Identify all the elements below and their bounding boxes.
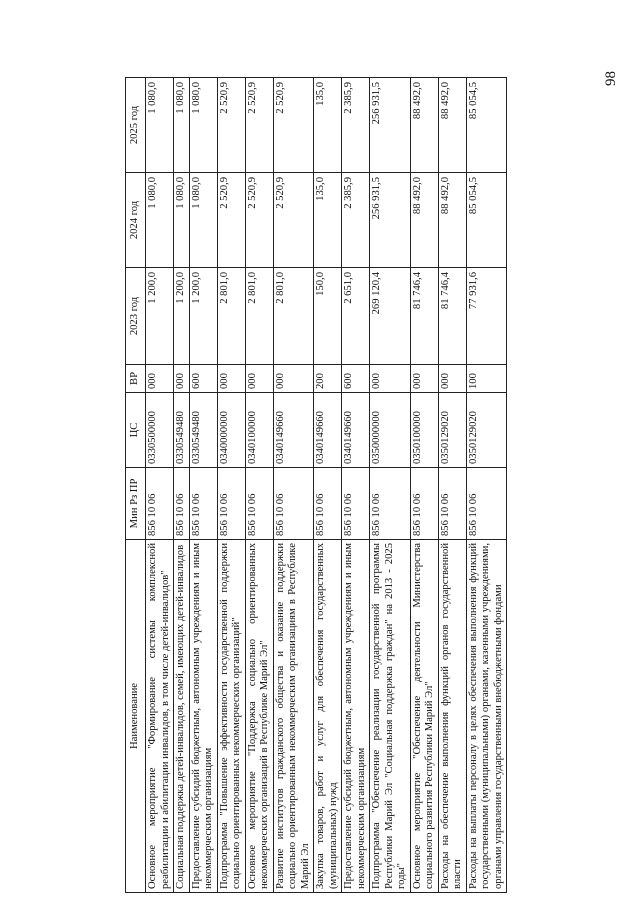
cell-codes: 856 10 06 — [314, 468, 342, 540]
table-row — [245, 78, 273, 893]
budget-table — [125, 77, 507, 893]
cell-cs: 0350100000 — [410, 393, 438, 468]
cell-cs: 0340149660 — [342, 393, 370, 468]
cell-vr: 600 — [189, 365, 217, 393]
cell-name: Расходы на выплаты персоналу в целях обеспечения выполнения функций государственными (муниципальными) органами, казенными учреждениями, органами управления государственными внебюджетными фондами — [466, 540, 507, 893]
table-header-row — [126, 78, 146, 893]
cell-cs: 0340100000 — [245, 393, 273, 468]
cell-vr: 000 — [174, 365, 190, 393]
header-2024: 2024 год — [126, 173, 146, 268]
cell-2025: 2 520,9 — [217, 78, 245, 173]
table-body — [146, 78, 507, 893]
cell-codes: 856 10 06 — [410, 468, 438, 540]
cell-codes: 856 10 06 — [217, 468, 245, 540]
table-row — [370, 78, 411, 893]
cell-vr: 000 — [438, 365, 466, 393]
cell-2024: 88 492,0 — [410, 173, 438, 268]
cell-cs: 0340149660 — [273, 393, 314, 468]
cell-codes: 856 10 06 — [189, 468, 217, 540]
cell-codes: 856 10 06 — [370, 468, 411, 540]
cell-2023: 269 120,4 — [370, 268, 411, 365]
cell-codes: 856 10 06 — [342, 468, 370, 540]
table-row — [189, 78, 217, 893]
cell-vr: 600 — [342, 365, 370, 393]
cell-codes: 856 10 06 — [466, 468, 507, 540]
cell-2024: 1 080,0 — [174, 173, 190, 268]
cell-2025: 2 385,9 — [342, 78, 370, 173]
cell-name: Основное мероприятие "Формирование системы комплексной реабилитации и абилитации инвалидов, в том числе детей-инвалидов" — [146, 540, 174, 893]
cell-2023: 2 651,0 — [342, 268, 370, 365]
cell-name: Основное мероприятие "Обеспечение деятельности Министерства социального развития Республики Марий Эл" — [410, 540, 438, 893]
cell-vr: 200 — [314, 365, 342, 393]
cell-name: Основное мероприятие "Поддержка социально ориентированных некоммерческих организаций в Республике Марий Эл" — [245, 540, 273, 893]
table-row — [466, 78, 507, 893]
table-row — [410, 78, 438, 893]
header-2025: 2025 год — [126, 78, 146, 173]
cell-2024: 2 520,9 — [273, 173, 314, 268]
cell-codes: 856 10 06 — [438, 468, 466, 540]
cell-name: Предоставление субсидий бюджетным, автономным учреждениям и иным некоммерческим организациям — [189, 540, 217, 893]
header-cs: ЦС — [126, 393, 146, 468]
cell-vr: 000 — [245, 365, 273, 393]
cell-2023: 2 801,0 — [273, 268, 314, 365]
cell-2025: 88 492,0 — [410, 78, 438, 173]
cell-2024: 135,0 — [314, 173, 342, 268]
cell-2025: 88 492,0 — [438, 78, 466, 173]
cell-2025: 135,0 — [314, 78, 342, 173]
cell-codes: 856 10 06 — [273, 468, 314, 540]
cell-cs: 0350000000 — [370, 393, 411, 468]
cell-name: Социальная поддержка детей-инвалидов, семей, имеющих детей-инвалидов — [174, 540, 190, 893]
header-2023: 2023 год — [126, 268, 146, 365]
cell-cs: 0350129020 — [466, 393, 507, 468]
cell-name: Подпрограмма "Обеспечение реализации государственной программы Республики Марий Эл "Социальная поддержка граждан" на 2013 - 2025 годы" — [370, 540, 411, 893]
cell-2023: 2 801,0 — [217, 268, 245, 365]
cell-cs: 0340149660 — [314, 393, 342, 468]
cell-name: Предоставление субсидий бюджетным, автономным учреждениям и иным некоммерческим организациям — [342, 540, 370, 893]
cell-vr: 000 — [146, 365, 174, 393]
table-row — [438, 78, 466, 893]
cell-name: Подпрограмма "Повышение эффективности государственной поддержки социально ориентированных некоммерческих организаций" — [217, 540, 245, 893]
cell-2025: 2 520,9 — [245, 78, 273, 173]
cell-cs: 0330500000 — [146, 393, 174, 468]
header-name: Наименование — [126, 540, 146, 893]
cell-2025: 256 931,5 — [370, 78, 411, 173]
table-row — [146, 78, 174, 893]
cell-cs: 0340000000 — [217, 393, 245, 468]
cell-cs: 0350129020 — [438, 393, 466, 468]
cell-2025: 1 080,0 — [174, 78, 190, 173]
table-row — [273, 78, 314, 893]
cell-vr: 000 — [370, 365, 411, 393]
cell-name: Развитие институтов гражданского общества и оказание поддержки социально ориентированным некоммерческим организациям в Республике Марий Эл — [273, 540, 314, 893]
header-vr: ВР — [126, 365, 146, 393]
cell-vr: 000 — [273, 365, 314, 393]
cell-2023: 81 746,4 — [438, 268, 466, 365]
cell-codes: 856 10 06 — [245, 468, 273, 540]
table-row — [217, 78, 245, 893]
page-number: 98 — [603, 71, 619, 86]
cell-vr: 100 — [466, 365, 507, 393]
cell-2023: 77 931,6 — [466, 268, 507, 365]
cell-2023: 1 200,0 — [174, 268, 190, 365]
cell-2023: 150,0 — [314, 268, 342, 365]
cell-codes: 856 10 06 — [174, 468, 190, 540]
cell-2023: 1 200,0 — [146, 268, 174, 365]
cell-2025: 1 080,0 — [146, 78, 174, 173]
cell-2023: 81 746,4 — [410, 268, 438, 365]
cell-cs: 0330549480 — [189, 393, 217, 468]
cell-2024: 2 520,9 — [245, 173, 273, 268]
cell-2025: 1 080,0 — [189, 78, 217, 173]
cell-2025: 2 520,9 — [273, 78, 314, 173]
cell-2024: 2 520,9 — [217, 173, 245, 268]
rotated-table-container — [125, 78, 584, 893]
cell-2025: 85 054,5 — [466, 78, 507, 173]
table-row — [174, 78, 190, 893]
cell-codes: 856 10 06 — [146, 468, 174, 540]
table-row — [342, 78, 370, 893]
cell-2024: 1 080,0 — [146, 173, 174, 268]
cell-2023: 2 801,0 — [245, 268, 273, 365]
cell-vr: 000 — [410, 365, 438, 393]
cell-2024: 1 080,0 — [189, 173, 217, 268]
header-codes: Мин Рз ПР — [126, 468, 146, 540]
cell-2023: 1 200,0 — [189, 268, 217, 365]
cell-vr: 000 — [217, 365, 245, 393]
table-row — [314, 78, 342, 893]
cell-name: Расходы на обеспечение выполнения функций органов государственной власти — [438, 540, 466, 893]
cell-2024: 85 054,5 — [466, 173, 507, 268]
cell-cs: 0330549480 — [174, 393, 190, 468]
cell-2024: 88 492,0 — [438, 173, 466, 268]
cell-2024: 256 931,5 — [370, 173, 411, 268]
cell-2024: 2 385,9 — [342, 173, 370, 268]
cell-name: Закупка товаров, работ и услуг для обеспечения государственных (муниципальных) нужд — [314, 540, 342, 893]
